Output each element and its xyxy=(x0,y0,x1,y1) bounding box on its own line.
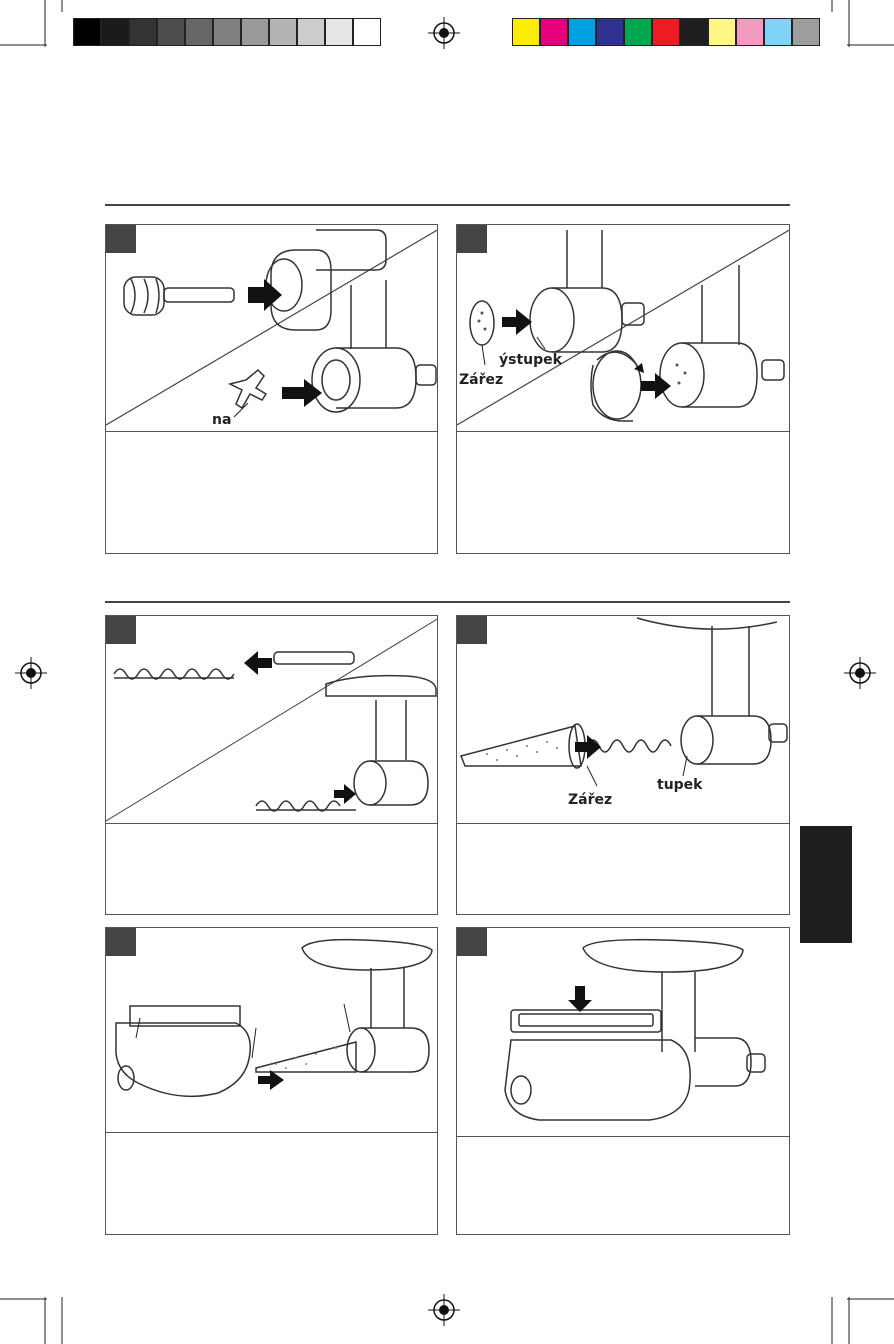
panel-divider xyxy=(106,1132,437,1133)
step-panel-1 xyxy=(105,224,438,554)
step-panel-3 xyxy=(105,615,438,915)
step-panel-4 xyxy=(456,615,790,915)
language-tab xyxy=(800,826,852,943)
panel-divider xyxy=(106,823,437,824)
section-rule-middle xyxy=(105,601,790,603)
assembly-illustration xyxy=(457,616,790,823)
step-panel-5 xyxy=(105,927,438,1235)
panel-divider xyxy=(457,1136,789,1137)
callout-label: tupek xyxy=(657,777,703,793)
panel-divider xyxy=(457,431,789,432)
callout-label: Zářez xyxy=(568,792,613,808)
callout-label: Zářez xyxy=(459,372,504,388)
panel-divider xyxy=(457,823,789,824)
step-panel-2 xyxy=(456,224,790,554)
assembly-illustration xyxy=(106,616,438,823)
assembly-illustration xyxy=(457,225,790,431)
callout-label: ýstupek xyxy=(499,352,562,368)
assembly-illustration xyxy=(106,928,438,1132)
callout-label: na xyxy=(212,412,232,428)
step-panel-6 xyxy=(456,927,790,1235)
assembly-illustration xyxy=(106,225,438,431)
assembly-illustration xyxy=(457,928,790,1136)
panel-divider xyxy=(106,431,437,432)
section-rule-top xyxy=(105,204,790,206)
